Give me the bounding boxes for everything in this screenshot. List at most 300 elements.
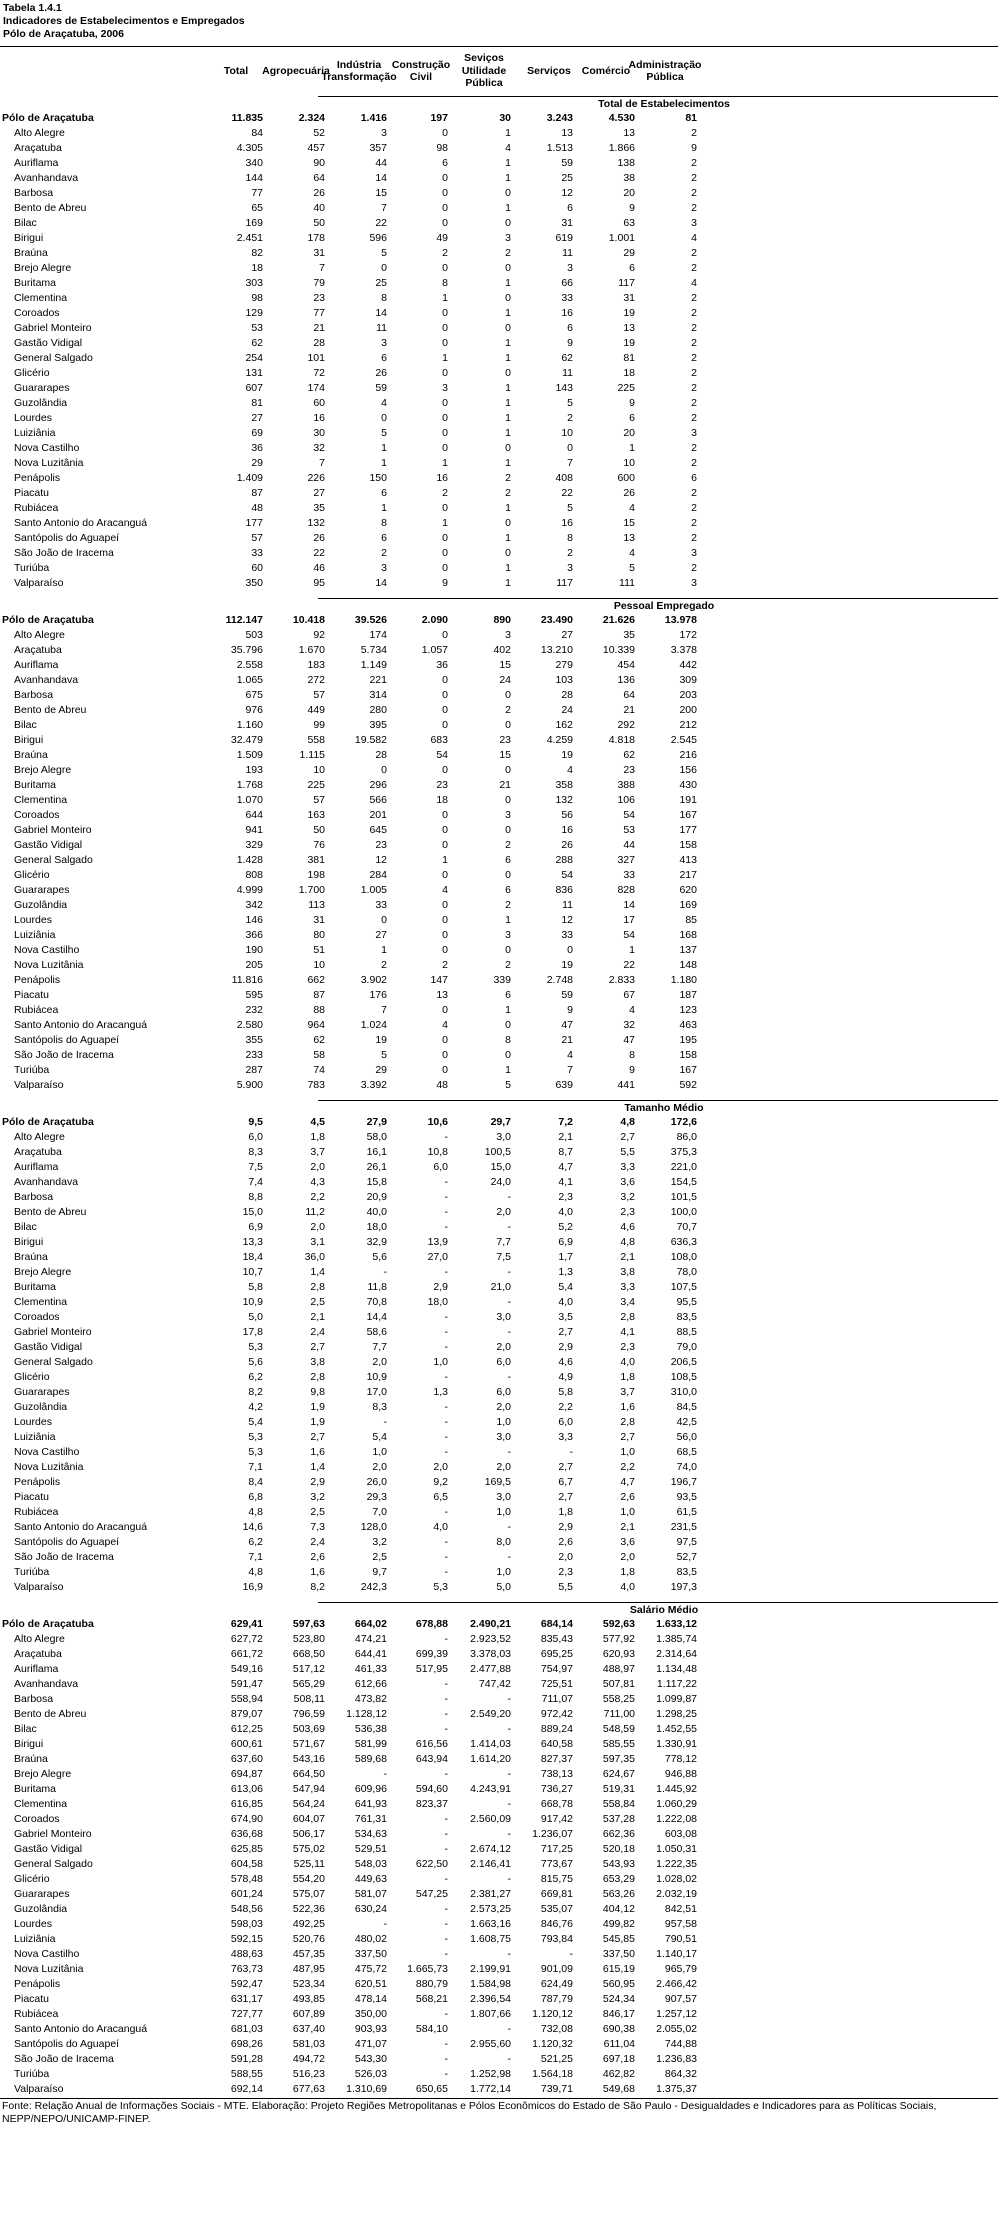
cell-construcao: 699,39 xyxy=(415,1648,448,1660)
cell-agropecuaria: 3,8 xyxy=(310,1356,325,1368)
cell-total: 233 xyxy=(245,1049,263,1061)
cell-agropecuaria: 101 xyxy=(307,352,325,364)
cell-industria: 641,93 xyxy=(354,1798,387,1810)
cell-servicos: 836 xyxy=(555,884,573,896)
cell-servicos: 711,07 xyxy=(541,1693,573,1705)
cell-industria: 280 xyxy=(369,704,387,716)
cell-comercio: 404,12 xyxy=(602,1903,635,1915)
table-row xyxy=(0,186,998,201)
cell-total: 5,6 xyxy=(248,1356,263,1368)
table-row-total xyxy=(0,111,998,126)
cell-administracao: 74,0 xyxy=(676,1461,697,1473)
cell-administracao: 2 xyxy=(691,367,697,379)
cell-servicos: 28 xyxy=(561,689,573,701)
row-label: Santo Antonio do Aracanguá xyxy=(14,1521,148,1533)
cell-construcao: 13,9 xyxy=(427,1236,448,1248)
cell-servicos: 1.564,18 xyxy=(532,2068,573,2080)
cell-comercio: 18 xyxy=(623,367,635,379)
cell-servicos: 1,7 xyxy=(558,1251,573,1263)
cell-construcao: 2 xyxy=(442,959,448,971)
table-row xyxy=(0,853,998,868)
cell-comercio: 10 xyxy=(623,457,635,469)
row-label: Lourdes xyxy=(14,914,52,926)
table-title-block xyxy=(3,2,245,41)
table-row xyxy=(0,216,998,231)
cell-utilidade: 2.490,21 xyxy=(470,1618,511,1630)
cell-utilidade: 24 xyxy=(499,674,511,686)
cell-total: 1.509 xyxy=(236,749,263,761)
cell-construcao: - xyxy=(444,1536,448,1548)
cell-servicos: 13 xyxy=(561,127,573,139)
cell-utilidade: - xyxy=(507,2053,511,2065)
cell-construcao: 0 xyxy=(442,427,448,439)
cell-administracao: 200 xyxy=(679,704,697,716)
cell-comercio: 697,18 xyxy=(602,2053,635,2065)
cell-comercio: 53 xyxy=(623,824,635,836)
cell-administracao: 123 xyxy=(679,1004,697,1016)
cell-utilidade: 2.560,09 xyxy=(470,1813,511,1825)
cell-agropecuaria: 571,67 xyxy=(292,1738,325,1750)
row-label: Braúna xyxy=(14,247,48,259)
table-row xyxy=(0,673,998,688)
cell-servicos: 2,9 xyxy=(558,1521,573,1533)
cell-servicos: 835,43 xyxy=(540,1633,573,1645)
cell-industria: 26 xyxy=(375,367,387,379)
cell-servicos: 2 xyxy=(567,547,573,559)
cell-administracao: 13.978 xyxy=(664,614,697,626)
cell-total: 637,60 xyxy=(230,1753,263,1765)
cell-industria: 33 xyxy=(375,899,387,911)
cell-industria: 1 xyxy=(381,442,387,454)
cell-administracao: 2 xyxy=(691,412,697,424)
table-row xyxy=(0,1445,998,1460)
cell-agropecuaria: 174 xyxy=(307,382,325,394)
cell-agropecuaria: 11,2 xyxy=(305,1206,325,1218)
cell-construcao: - xyxy=(444,1431,448,1443)
cell-total: 87 xyxy=(251,487,263,499)
cell-comercio: 35 xyxy=(623,629,635,641)
cell-industria: 58,0 xyxy=(366,1131,387,1143)
cell-administracao: 195 xyxy=(679,1034,697,1046)
table-row xyxy=(0,1887,998,1902)
row-label: Clementina xyxy=(14,1798,68,1810)
cell-utilidade: 2.477,88 xyxy=(470,1663,511,1675)
cell-industria: 14,4 xyxy=(366,1311,387,1323)
cell-industria: 0 xyxy=(381,914,387,926)
cell-agropecuaria: 1,8 xyxy=(310,1131,325,1143)
cell-total: 11.816 xyxy=(231,974,263,986)
cell-utilidade: 15 xyxy=(499,659,511,671)
cell-agropecuaria: 581,03 xyxy=(292,2038,325,2050)
table-row xyxy=(0,913,998,928)
cell-total: 631,17 xyxy=(230,1993,263,2005)
cell-administracao: 2 xyxy=(691,487,697,499)
row-label: Gastão Vidigal xyxy=(14,1843,83,1855)
table-row xyxy=(0,2007,998,2022)
cell-servicos: 3,3 xyxy=(558,1431,573,1443)
cell-administracao: 1.222,35 xyxy=(656,1858,697,1870)
cell-total: 5,4 xyxy=(248,1416,263,1428)
cell-industria: 5.734 xyxy=(360,644,387,656)
cell-comercio: 488,97 xyxy=(602,1663,635,1675)
cell-administracao: 2 xyxy=(691,397,697,409)
cell-industria: 1.149 xyxy=(360,659,387,671)
row-label: Bento de Abreu xyxy=(14,704,87,716)
cell-total: 595 xyxy=(245,989,263,1001)
cell-total: 193 xyxy=(245,764,263,776)
cell-total: 558,94 xyxy=(230,1693,263,1705)
cell-administracao: 592 xyxy=(679,1079,697,1091)
cell-servicos: 717,25 xyxy=(540,1843,573,1855)
cell-servicos: 47 xyxy=(561,1019,573,1031)
cell-industria: 40,0 xyxy=(366,1206,387,1218)
cell-administracao: 137 xyxy=(679,944,697,956)
cell-comercio: 507,81 xyxy=(602,1678,635,1690)
cell-construcao: 0 xyxy=(442,1034,448,1046)
cell-industria: 29 xyxy=(375,1064,387,1076)
row-label: Valparaíso xyxy=(14,2083,64,2095)
cell-construcao: - xyxy=(444,1566,448,1578)
cell-administracao: 1.257,12 xyxy=(656,2008,697,2020)
row-label: Buritama xyxy=(14,779,57,791)
table-row xyxy=(0,576,998,591)
cell-agropecuaria: 58 xyxy=(313,1049,325,1061)
cell-industria: 8 xyxy=(381,517,387,529)
row-label: Lourdes xyxy=(14,1918,52,1930)
cell-industria: 5 xyxy=(381,247,387,259)
cell-comercio: 690,38 xyxy=(602,2023,635,2035)
cell-servicos: 901,09 xyxy=(540,1963,573,1975)
cell-comercio: 1,0 xyxy=(620,1446,635,1458)
cell-industria: 9,7 xyxy=(372,1566,387,1578)
cell-utilidade: 1 xyxy=(505,352,511,364)
cell-industria: 5,6 xyxy=(372,1251,387,1263)
column-header-servicos: Serviços xyxy=(527,64,571,77)
cell-utilidade: 2,0 xyxy=(496,1206,511,1218)
cell-total: 976 xyxy=(245,704,263,716)
section-title: Tamanho Médio xyxy=(624,1102,704,1114)
cell-comercio: 1,0 xyxy=(620,1506,635,1518)
cell-industria: 6 xyxy=(381,352,387,364)
cell-construcao: 0 xyxy=(442,824,448,836)
cell-servicos: 4,9 xyxy=(558,1371,573,1383)
table-row xyxy=(0,898,998,913)
cell-total: 488,63 xyxy=(230,1948,263,1960)
table-row xyxy=(0,883,998,898)
cell-utilidade: 169,5 xyxy=(484,1476,511,1488)
cell-administracao: 3.378 xyxy=(670,644,697,656)
cell-agropecuaria: 226 xyxy=(307,472,325,484)
cell-industria: 395 xyxy=(369,719,387,731)
cell-construcao: - xyxy=(444,1948,448,1960)
row-label: Turiúba xyxy=(14,2068,50,2080)
cell-construcao: - xyxy=(444,1768,448,1780)
cell-industria: 337,50 xyxy=(354,1948,387,1960)
section-title: Total de Estabelecimentos xyxy=(598,98,730,110)
cell-total: 548,56 xyxy=(230,1903,263,1915)
cell-agropecuaria: 1,6 xyxy=(310,1446,325,1458)
cell-administracao: 88,5 xyxy=(676,1326,697,1338)
table-row xyxy=(0,1003,998,1018)
cell-utilidade: 3 xyxy=(505,929,511,941)
cell-construcao: 48 xyxy=(436,1079,448,1091)
cell-servicos: 12 xyxy=(561,914,573,926)
cell-servicos: 3.243 xyxy=(546,112,573,124)
cell-servicos: 3,5 xyxy=(558,1311,573,1323)
section-rule xyxy=(318,1602,998,1603)
cell-industria: 609,96 xyxy=(354,1783,387,1795)
table-row xyxy=(0,1872,998,1887)
cell-comercio: 846,17 xyxy=(602,2008,635,2020)
cell-agropecuaria: 99 xyxy=(313,719,325,731)
cell-servicos: 54 xyxy=(561,869,573,881)
cell-utilidade: 3 xyxy=(505,809,511,821)
cell-total: 8,8 xyxy=(248,1191,263,1203)
cell-servicos: 59 xyxy=(561,989,573,1001)
cell-total: 5,8 xyxy=(248,1281,263,1293)
cell-construcao: - xyxy=(444,1191,448,1203)
cell-total: 36 xyxy=(251,442,263,454)
cell-total: 4,8 xyxy=(248,1506,263,1518)
cell-servicos: 117 xyxy=(556,577,573,589)
cell-construcao: - xyxy=(444,1371,448,1383)
cell-total: 692,14 xyxy=(230,2083,263,2095)
row-label: Santópolis do Aguapeí xyxy=(14,1034,120,1046)
cell-administracao: 156 xyxy=(679,764,697,776)
cell-construcao: 2 xyxy=(442,487,448,499)
cell-industria: 449,63 xyxy=(354,1873,387,1885)
cell-industria: 58,6 xyxy=(366,1326,387,1338)
cell-servicos: 66 xyxy=(561,277,573,289)
cell-construcao: 5,3 xyxy=(433,1581,448,1593)
cell-industria: - xyxy=(383,1768,387,1780)
cell-utilidade: 3,0 xyxy=(496,1131,511,1143)
table-row xyxy=(0,1160,998,1175)
table-row xyxy=(0,1400,998,1415)
cell-administracao: 167 xyxy=(679,1064,697,1076)
cell-industria: 70,8 xyxy=(366,1296,387,1308)
cell-administracao: 203 xyxy=(679,689,697,701)
cell-administracao: 2 xyxy=(691,187,697,199)
cell-servicos: 1.120,32 xyxy=(532,2038,573,2050)
row-label: Braúna xyxy=(14,1251,48,1263)
cell-utilidade: 1 xyxy=(505,427,511,439)
cell-construcao: 0 xyxy=(442,172,448,184)
cell-total: 549,16 xyxy=(230,1663,263,1675)
cell-total: 503 xyxy=(245,629,263,641)
cell-total: 625,85 xyxy=(230,1843,263,1855)
cell-comercio: 33 xyxy=(623,869,635,881)
cell-administracao: 3 xyxy=(691,427,697,439)
cell-agropecuaria: 503,69 xyxy=(292,1723,325,1735)
cell-utilidade: 6,0 xyxy=(496,1386,511,1398)
cell-comercio: 9 xyxy=(629,202,635,214)
cell-servicos: 917,42 xyxy=(540,1813,573,1825)
cell-administracao: 1.375,37 xyxy=(656,2083,697,2095)
cell-utilidade: 0 xyxy=(505,187,511,199)
column-header-construcao: Construção Civil xyxy=(391,58,451,83)
cell-agropecuaria: 543,16 xyxy=(292,1753,325,1765)
cell-comercio: 225 xyxy=(617,382,635,394)
cell-utilidade: 2.573,25 xyxy=(470,1903,511,1915)
table-row xyxy=(0,531,998,546)
cell-utilidade: - xyxy=(507,1371,511,1383)
cell-agropecuaria: 88 xyxy=(313,1004,325,1016)
cell-utilidade: 0 xyxy=(505,292,511,304)
row-label: Gabriel Monteiro xyxy=(14,824,92,836)
table-row xyxy=(0,156,998,171)
cell-administracao: 2.314,64 xyxy=(656,1648,697,1660)
cell-comercio: 10.339 xyxy=(602,644,635,656)
cell-comercio: 499,82 xyxy=(602,1918,635,1930)
cell-comercio: 81 xyxy=(623,352,635,364)
cell-agropecuaria: 2,2 xyxy=(310,1191,325,1203)
row-label: Alto Alegre xyxy=(14,127,65,139)
cell-utilidade: 2 xyxy=(505,839,511,851)
cell-industria: 357 xyxy=(369,142,387,154)
cell-comercio: 13 xyxy=(623,532,635,544)
cell-administracao: 1.633,12 xyxy=(656,1618,697,1630)
table-row xyxy=(0,2037,998,2052)
cell-total: 6,2 xyxy=(248,1536,263,1548)
section-title: Pessoal Empregado xyxy=(613,600,715,612)
cell-agropecuaria: 2,6 xyxy=(310,1551,325,1563)
cell-total: 16,9 xyxy=(242,1581,263,1593)
cell-comercio: 537,28 xyxy=(602,1813,635,1825)
cell-servicos: 736,27 xyxy=(540,1783,573,1795)
row-label: Nova Luzitânia xyxy=(14,1963,84,1975)
cell-total: 112.147 xyxy=(225,614,263,626)
cell-servicos: 22 xyxy=(561,487,573,499)
cell-construcao: 0 xyxy=(442,412,448,424)
cell-agropecuaria: 57 xyxy=(313,794,325,806)
cell-industria: - xyxy=(383,1918,387,1930)
table-row xyxy=(0,1078,998,1093)
cell-servicos: 2,2 xyxy=(558,1401,573,1413)
cell-industria: 7,7 xyxy=(372,1341,387,1353)
cell-servicos: 738,13 xyxy=(540,1768,573,1780)
row-label: Nova Castilho xyxy=(14,944,80,956)
cell-servicos: 1,8 xyxy=(558,1506,573,1518)
row-label: Alto Alegre xyxy=(14,1131,65,1143)
cell-total: 366 xyxy=(245,929,263,941)
row-label: Glicério xyxy=(14,1873,50,1885)
cell-administracao: 1.028,02 xyxy=(656,1873,697,1885)
cell-industria: 14 xyxy=(375,172,387,184)
cell-comercio: 4.530 xyxy=(608,112,635,124)
cell-utilidade: 3 xyxy=(505,629,511,641)
cell-servicos: 5,4 xyxy=(558,1281,573,1293)
cell-utilidade: 1 xyxy=(505,412,511,424)
cell-construcao: 0 xyxy=(442,532,448,544)
cell-industria: 1 xyxy=(381,457,387,469)
table-row xyxy=(0,643,998,658)
cell-comercio: 558,25 xyxy=(602,1693,635,1705)
cell-industria: 620,51 xyxy=(354,1978,387,1990)
cell-comercio: 577,92 xyxy=(602,1633,635,1645)
cell-total: 27 xyxy=(251,412,263,424)
cell-utilidade: 3,0 xyxy=(496,1491,511,1503)
cell-servicos: 739,71 xyxy=(540,2083,573,2095)
table-row xyxy=(0,748,998,763)
row-label: Bilac xyxy=(14,1221,37,1233)
cell-total: 578,48 xyxy=(230,1873,263,1885)
cell-utilidade: 2 xyxy=(505,704,511,716)
cell-servicos: 5 xyxy=(567,502,573,514)
cell-utilidade: 0 xyxy=(505,719,511,731)
cell-construcao: 23 xyxy=(436,779,448,791)
row-label: Luiziânia xyxy=(14,1933,56,1945)
row-label: Braúna xyxy=(14,749,48,761)
row-label: Guzolândia xyxy=(14,1903,68,1915)
table-row xyxy=(0,1325,998,1340)
cell-agropecuaria: 664,50 xyxy=(292,1768,325,1780)
table-row xyxy=(0,2052,998,2067)
cell-servicos: 846,76 xyxy=(540,1918,573,1930)
cell-agropecuaria: 64 xyxy=(313,172,325,184)
cell-industria: 23 xyxy=(375,839,387,851)
cell-total: 6,0 xyxy=(248,1131,263,1143)
row-label: Nova Castilho xyxy=(14,1948,80,1960)
cell-servicos: 640,58 xyxy=(540,1738,573,1750)
cell-comercio: 2,1 xyxy=(620,1521,635,1533)
cell-construcao: 0 xyxy=(442,809,448,821)
cell-total: 7,4 xyxy=(248,1176,263,1188)
cell-servicos: 6 xyxy=(567,322,573,334)
cell-construcao: 1 xyxy=(442,457,448,469)
table-row xyxy=(0,1033,998,1048)
cell-industria: 534,63 xyxy=(354,1828,387,1840)
cell-construcao: - xyxy=(444,1693,448,1705)
cell-construcao: 0 xyxy=(442,562,448,574)
cell-agropecuaria: 95 xyxy=(313,577,325,589)
row-label: General Salgado xyxy=(14,854,93,866)
cell-industria: 8 xyxy=(381,292,387,304)
cell-utilidade: 0 xyxy=(505,1049,511,1061)
cell-total: 32.479 xyxy=(230,734,263,746)
cell-comercio: 585,55 xyxy=(602,1738,635,1750)
cell-administracao: 463 xyxy=(679,1019,697,1031)
row-label: Piacatu xyxy=(14,1491,50,1503)
cell-administracao: 636,3 xyxy=(670,1236,697,1248)
cell-servicos: 4,0 xyxy=(558,1206,573,1218)
cell-industria: 3.902 xyxy=(360,974,387,986)
row-label: Guararapes xyxy=(14,382,70,394)
table-row xyxy=(0,1220,998,1235)
cell-comercio: 543,93 xyxy=(602,1858,635,1870)
cell-servicos: 4 xyxy=(567,1049,573,1061)
table-row xyxy=(0,351,998,366)
cell-administracao: 375,3 xyxy=(670,1146,697,1158)
cell-comercio: 29 xyxy=(623,247,635,259)
cell-construcao: - xyxy=(444,1341,448,1353)
row-label: Pólo de Araçatuba xyxy=(2,112,94,124)
cell-utilidade: 0 xyxy=(505,764,511,776)
cell-industria: 15 xyxy=(375,187,387,199)
cell-construcao: 1.057 xyxy=(421,644,448,656)
cell-industria: 2,5 xyxy=(372,1551,387,1563)
table-row xyxy=(0,1310,998,1325)
cell-agropecuaria: 575,07 xyxy=(292,1888,325,1900)
table-row xyxy=(0,1175,998,1190)
cell-industria: 1 xyxy=(381,502,387,514)
cell-agropecuaria: 80 xyxy=(313,929,325,941)
cell-industria: 3 xyxy=(381,562,387,574)
cell-administracao: 2 xyxy=(691,352,697,364)
table-row xyxy=(0,958,998,973)
cell-administracao: 93,5 xyxy=(676,1491,697,1503)
cell-industria: 473,82 xyxy=(354,1693,387,1705)
